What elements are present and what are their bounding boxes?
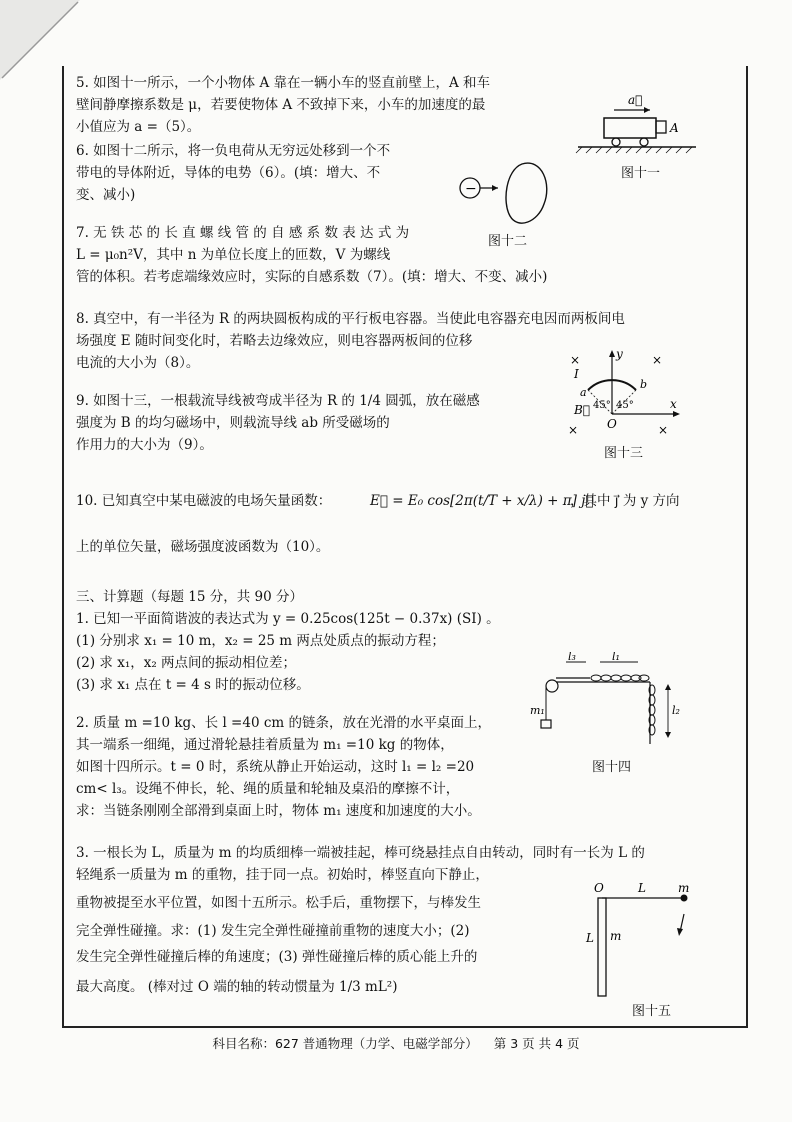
q8-line3: 电流的大小为（8）。 [76, 355, 200, 371]
q9-line1: 9. 如图十三，一根载流导线被弯成半径为 R 的 1/4 圆弧，放在磁感 [76, 393, 480, 409]
fig15-m-side-label: m [610, 929, 622, 943]
figure-14-chain-pulley [530, 652, 700, 752]
q6-line2: 带电的导体附近，导体的电势（6）。(填：增大、不 [76, 165, 381, 181]
fig15-L-top-label: L [638, 881, 646, 895]
fig13-caption: 图十三 [604, 446, 644, 461]
fig14-m1-label: m₁ [530, 704, 545, 717]
fig12-caption: 图十二 [488, 234, 528, 249]
q10-line2: 上的单位矢量，磁场强度波函数为（10）。 [76, 539, 330, 555]
c3-line4: 完全弹性碰撞。求：(1) 发生完全弹性碰撞前重物的速度大小；(2) [76, 923, 470, 939]
fig15-L-side-label: L [586, 931, 594, 945]
fig11-A-label: A [670, 121, 679, 135]
page-footer [0, 1034, 792, 1052]
fig13-y-label: y [616, 347, 623, 361]
fig12-charge-sign: − [465, 181, 477, 197]
c3-line1: 3. 一根长为 L，质量为 m 的均质细棒一端被挂起，棒可绕悬挂点自由转动，同时有一长为 L 的 [76, 845, 645, 861]
figure-11-cart [574, 90, 714, 160]
section3-title: 三、计算题（每题 15 分，共 90 分） [76, 589, 304, 605]
fig13-cross-1: × [570, 353, 581, 367]
fig13-B-label: B⃗ [574, 403, 591, 417]
fig13-angle2: 45° [616, 400, 634, 411]
fig13-angle1: 45° [593, 400, 611, 411]
q8-line1: 8. 真空中，有一半径为 R 的两块圆板构成的平行板电容器。当使此电容器充电因而两板间电 [76, 311, 625, 327]
c2-line2: 其一端系一细绳，通过滑轮悬挂着质量为 m₁ =10 kg 的物体， [76, 737, 454, 753]
fig13-cross-4: × [658, 423, 669, 437]
c2-line3: 如图十四所示。t = 0 时，系统从静止开始运动，这时 l₁ = l₂ =20 [76, 759, 475, 775]
c2-line5: 求：当链条刚刚全部滑到桌面上时，物体 m₁ 速度和加速度的大小。 [76, 803, 481, 819]
c3-line5: 发生完全弹性碰撞后棒的角速度；(3) 弹性碰撞后棒的质心能上升的 [76, 949, 478, 965]
q7-line1: 7. 无 铁 芯 的 长 直 螺 线 管 的 自 感 系 数 表 达 式 为 [76, 225, 410, 241]
q6-line1: 6. 如图十二所示，将一负电荷从无穷远处移到一个不 [76, 143, 391, 159]
q9-line3: 作用力的大小为（9）。 [76, 437, 213, 453]
fig13-b-label: b [640, 378, 648, 391]
c2-line1: 2. 质量 m =10 kg、长 l =40 cm 的链条，放在光滑的水平桌面上， [76, 715, 491, 731]
fig11-accel-label: a⃗ [628, 93, 643, 107]
fig13-cross-3: × [568, 423, 579, 437]
q9-line2: 强度为 B 的均匀磁场中，则载流导线 ab 所受磁场的 [76, 415, 390, 431]
q5-line2: 壁间静摩擦系数是 μ，若要使物体 A 不致掉下来，小车的加速度的最 [76, 97, 486, 113]
figure-13-arc-wire [560, 344, 690, 444]
fig11-caption: 图十一 [621, 166, 661, 181]
figure-12-conductor [450, 160, 570, 238]
q8-line2: 场强度 E 随时间变化时，若略去边缘效应，则电容器两板间的位移 [76, 333, 473, 349]
c3-line2: 轻绳系一质量为 m 的重物，挂于同一点。初始时，棒竖直向下静止， [76, 867, 489, 883]
c1-line1: 1. 已知一平面简谐波的表达式为 y = 0.25cos(125t − 0.37x) (SI) 。 [76, 611, 500, 627]
q7-line3: 管的体积。若考虑端缘效应时，实际的自感系数（7）。(填：增大、不变、减小) [76, 269, 548, 285]
c1-line2: (1) 分别求 x₁ = 10 m，x₂ = 25 m 两点处质点的振动方程； [76, 633, 445, 649]
c3-line6: 最大高度。 (棒对过 O 端的轴的转动惯量为 1/3 mL²) [76, 979, 398, 995]
fig13-a-label: a [580, 386, 587, 399]
figure-15-rod-pendulum [580, 878, 710, 998]
c3-line3: 重物被提至水平位置，如图十五所示。松手后，重物摆下，与棒发生 [76, 895, 481, 911]
q10-line1-suffix: ，其中 j⃗ 为 y 方向 [570, 493, 680, 509]
fig13-cross-2: × [652, 353, 663, 367]
q7-line2: L = μ₀n²V，其中 n 为单位长度上的匝数，V 为螺线 [76, 247, 391, 263]
q10-formula: E⃗ = E₀ cos[2π(t/T + x/λ) + π] j⃗ [370, 493, 594, 509]
fig15-m-top-label: m [678, 881, 690, 895]
q5-line1: 5. 如图十一所示，一个小物体 A 靠在一辆小车的竖直前壁上，A 和车 [76, 75, 491, 91]
q6-line3: 变、减小) [76, 187, 136, 203]
q10-line1-prefix: 10. 已知真空中某电磁波的电场矢量函数： [76, 493, 332, 509]
fig13-I-label: I [574, 367, 579, 381]
fig14-l2-label: l₂ [672, 704, 680, 717]
fig15-O-label: O [594, 881, 604, 895]
footer-subject: 科目名称：627 普通物理（力学、电磁学部分） [212, 1036, 478, 1051]
fig14-caption: 图十四 [592, 760, 632, 775]
fig14-l3-label: l₃ [568, 652, 576, 663]
c1-line4: (3) 求 x₁ 点在 t = 4 s 时的振动位移。 [76, 677, 310, 693]
q5-line3: 小值应为 a =（5）。 [76, 119, 201, 135]
footer-page-number: 第 3 页 共 4 页 [493, 1036, 580, 1051]
c1-line3: (2) 求 x₁，x₂ 两点间的振动相位差； [76, 655, 297, 671]
fig13-x-label: x [670, 397, 677, 411]
c2-line4: cm< l₃。设绳不伸长，轮、绳的质量和轮轴及桌沿的摩擦不计， [76, 781, 460, 797]
fig13-O-label: O [607, 417, 617, 431]
fig14-l1-label: l₁ [612, 652, 620, 663]
fig15-caption: 图十五 [632, 1004, 672, 1019]
